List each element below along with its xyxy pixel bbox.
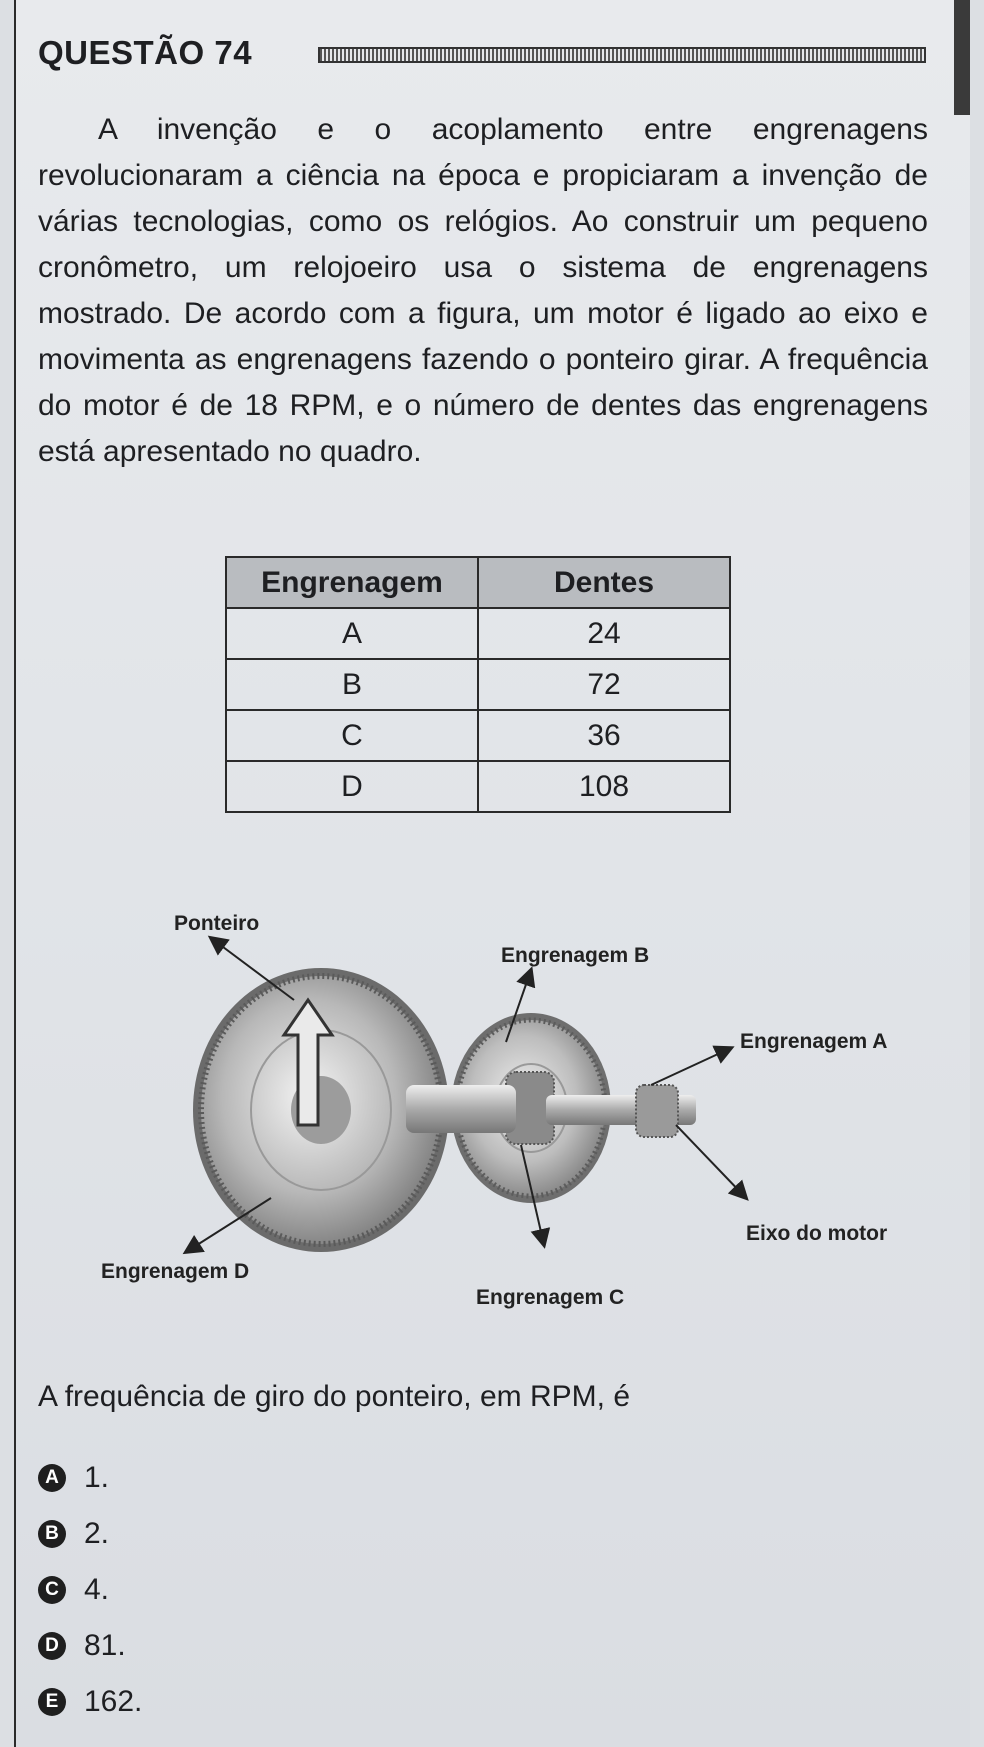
table-cell: C [226, 710, 478, 761]
table-row [226, 710, 730, 761]
option-text: 81. [84, 1629, 126, 1662]
option-letter-b: B [38, 1520, 66, 1548]
option-text: 2. [84, 1517, 110, 1550]
table-cell: 72 [478, 659, 730, 710]
label-gear-b: Engrenagem B [501, 944, 650, 967]
table-cell: 24 [478, 608, 730, 659]
question-prompt: A frequência de giro do ponteiro, em RPM, é [38, 1380, 631, 1413]
gear-teeth-table [225, 556, 731, 813]
option-b[interactable] [38, 1506, 142, 1562]
option-text: 4. [84, 1573, 110, 1606]
exam-page [14, 0, 970, 1747]
gear-a-shape [636, 1085, 678, 1137]
option-letter-d: D [38, 1632, 66, 1660]
label-gear-a: Engrenagem A [740, 1030, 888, 1053]
option-c[interactable] [38, 1562, 142, 1618]
label-ponteiro: Ponteiro [174, 912, 260, 935]
table-row [226, 659, 730, 710]
option-d[interactable] [38, 1618, 142, 1674]
question-stem: A invenção e o acoplamento entre engrenagens revolucionaram a ciência na época e propiciaram a invenção de várias tecnologias, como os relógios. Ao construir um pequeno cronômetro, um relojoeiro usa o sistema de engrenagens mostrado. De acordo com a figura, um motor é ligado ao eixo e movimenta as engrenagens fazendo o ponteiro girar. A frequência do motor é de 18 RPM, e o número de dentes das engrenagens está apresentado no quadro. [38, 113, 928, 468]
label-gear-d: Engrenagem D [101, 1260, 250, 1283]
page-edge-mark [954, 0, 970, 115]
option-e[interactable] [38, 1674, 142, 1730]
center-shaft [406, 1085, 516, 1133]
gear-system-figure [76, 880, 936, 1320]
option-text: 162. [84, 1685, 143, 1718]
option-letter-e: E [38, 1688, 66, 1716]
option-text: 1. [84, 1461, 110, 1494]
table-header-cell: Engrenagem [226, 557, 478, 608]
table-row [226, 761, 730, 812]
option-letter-c: C [38, 1576, 66, 1604]
answer-options [38, 1450, 142, 1730]
header-rule [318, 47, 926, 63]
table-cell: D [226, 761, 478, 812]
table-header-cell: Dentes [478, 557, 730, 608]
label-gear-c: Engrenagem C [476, 1286, 625, 1309]
table-row [226, 608, 730, 659]
table-header-row [226, 557, 730, 608]
table-cell: B [226, 659, 478, 710]
table-cell: 108 [478, 761, 730, 812]
option-a[interactable] [38, 1450, 142, 1506]
table-cell: 36 [478, 710, 730, 761]
label-motor-shaft: Eixo do motor [746, 1222, 888, 1245]
option-letter-a: A [38, 1464, 66, 1492]
table-cell: A [226, 608, 478, 659]
question-header: QUESTÃO 74 [38, 34, 253, 71]
